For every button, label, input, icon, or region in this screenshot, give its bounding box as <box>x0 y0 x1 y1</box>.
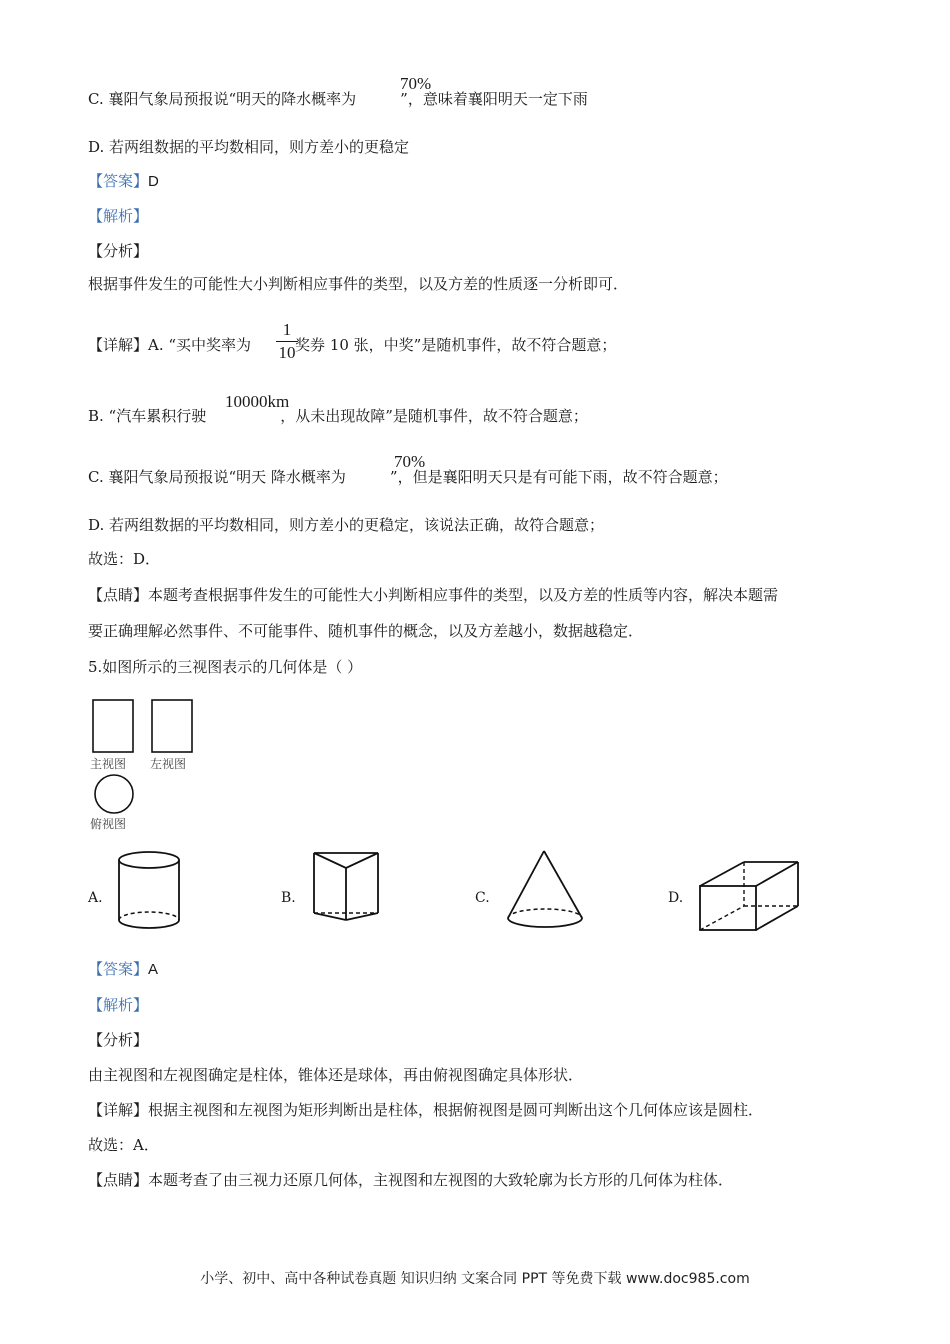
q4-dianjing-line2: 要正确理解必然事件、不可能事件、随机事件的概念，以及方差越小，数据越稳定． <box>88 622 644 640</box>
q4-fenxi-tag: 【分析】 <box>88 242 149 260</box>
q4-dianjing-line1: 【点睛】本题考查根据事件发生的可能性大小判断相应事件的类型，以及方差的性质等内容，解决本题需 <box>88 586 779 604</box>
option-c-line <box>88 88 588 110</box>
detail-b-suffix: ，从未出现故障”是随机事件，故不符合题意； <box>280 407 588 425</box>
detail-c-suffix: ”，但是襄阳明天只是有可能下雨，故不符合题意； <box>389 468 728 486</box>
top-view-circle <box>95 775 133 813</box>
detail-d-line: D. 若两组数据的平均数相同，则方差小的更稳定，该说法正确，故符合题意； <box>88 516 605 534</box>
page-footer: 小学、初中、高中各种试卷真题 知识归纳 文案合同 PPT 等免费下载 www.doc985.com <box>200 1271 750 1287</box>
left-view-label: 左视图 <box>150 757 187 771</box>
option-a-label: A. <box>88 890 103 906</box>
q4-fenxi-text: 根据事件发生的可能性大小判断相应事件的类型，以及方差的性质逐一分析即可． <box>88 275 629 293</box>
answer-value: D <box>148 173 159 190</box>
detail-c-line <box>88 466 728 488</box>
detail-b-prefix: B. “汽车累积行驶 <box>88 407 207 425</box>
detail-c-prefix: C. 襄阳气象局预报说“明天 降水概率为 <box>88 468 346 486</box>
q5-detail: 【详解】根据主视图和左视图为矩形判断出是柱体，根据俯视图是圆可判断出这个几何体应该是圆柱． <box>88 1101 764 1119</box>
q5-question: 5.如图所示的三视图表示的几何体是（ ） <box>88 658 363 676</box>
option-c-prefix: C. 襄阳气象局预报说“明天的降水概率为 <box>88 90 357 108</box>
answer-tag: 【答案】 <box>88 960 149 978</box>
detail-a-line <box>88 334 616 356</box>
option-d-label: D. <box>668 890 684 906</box>
fraction-numerator: 1 <box>282 320 292 339</box>
option-c-suffix: ”，意味着襄阳明天一定下雨 <box>400 90 588 108</box>
q5-fenxi-text: 由主视图和左视图确定是柱体，锥体还是球体，再由俯视图确定具体形状． <box>88 1066 584 1084</box>
q5-analysis-tag: 【解析】 <box>88 996 149 1014</box>
q4-answer <box>88 170 159 193</box>
q5-answer <box>88 958 158 981</box>
detail-b-line <box>88 405 588 427</box>
front-view-label: 主视图 <box>90 757 127 771</box>
cuboid-figure <box>694 856 806 936</box>
option-c-percent: 70% <box>400 74 432 93</box>
triangular-prism-figure <box>306 848 386 928</box>
q5-dianjing: 【点睛】本题考查了由三视力还原几何体，主视图和左视图的大致轮廓为长方形的几何体为柱体． <box>88 1171 734 1189</box>
q5-conclusion: 故选：A． <box>88 1136 159 1154</box>
answer-value: A <box>148 961 159 978</box>
cone-figure <box>500 846 590 936</box>
q5-fenxi-tag: 【分析】 <box>88 1031 149 1049</box>
detail-c-percent: 70% <box>394 452 426 471</box>
top-view-label: 俯视图 <box>90 817 127 831</box>
distance-value: 10000km <box>225 392 290 411</box>
left-view-rect <box>152 700 192 752</box>
detail-a-suffix: 奖券 10 张，中奖”是随机事件，故不符合题意； <box>295 336 617 354</box>
fraction-denominator: 10 <box>278 343 296 362</box>
q4-conclusion: 故选：D． <box>88 550 161 568</box>
detail-a-prefix: 【详解】A. “买中奖率为 <box>88 336 252 354</box>
q4-analysis-tag: 【解析】 <box>88 207 149 225</box>
option-d-line: D. 若两组数据的平均数相同，则方差小的更稳定 <box>88 138 410 156</box>
cylinder-figure <box>112 848 188 936</box>
answer-tag: 【答案】 <box>88 172 149 190</box>
option-c-label: C. <box>475 890 490 906</box>
front-view-rect <box>93 700 133 752</box>
option-b-label: B. <box>281 890 296 906</box>
